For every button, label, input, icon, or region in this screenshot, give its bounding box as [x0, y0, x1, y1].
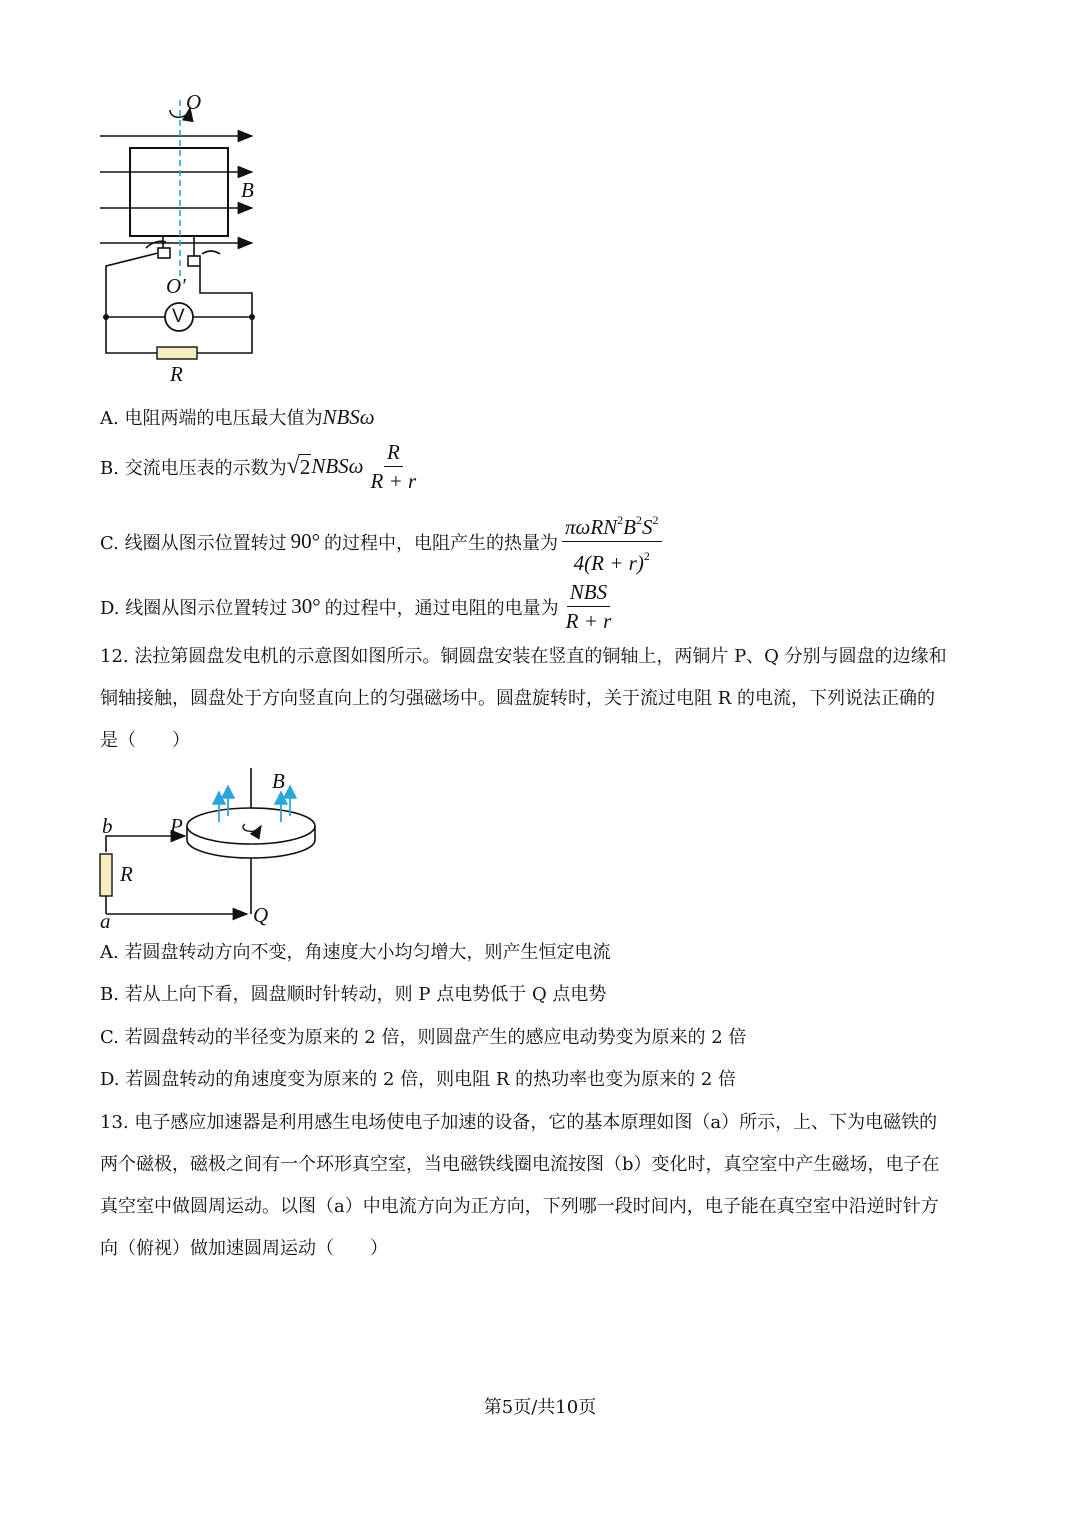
q11-option-b[interactable]: B. 交流电压表的示数为 √ 2 NBSω $\frac{R}{R + r}$ — [100, 440, 423, 493]
fig1-label-V: V — [172, 306, 185, 327]
q11-option-d[interactable]: D. 线圈从图示位置转过 30° 的过程中，通过电阻的电量为 $\frac{\text{NBS}}{R + r}$ — [100, 580, 618, 633]
q12-stem-line-1: 12. 法拉第圆盘发电机的示意图如图所示。铜圆盘安装在竖直的铜轴上，两铜片 P、Q 分别与圆盘的边缘和 — [100, 646, 947, 667]
q12-option-a[interactable]: A. 若圆盘转动方向不变，角速度大小均匀增大，则产生恒定电流 — [100, 942, 611, 963]
q12-stem-line-3: 是（ ） — [100, 730, 190, 751]
resistor — [100, 854, 112, 896]
fig2-label-b: b — [102, 814, 113, 838]
q12-option-c[interactable]: C. 若圆盘转动的半径变为原来的 2 倍，则圆盘产生的感应电动势变为原来的 2 倍 — [100, 1027, 747, 1048]
figure-rotating-coil — [90, 88, 280, 388]
q11-option-a-expr: NBSω — [322, 404, 375, 429]
q12-option-b[interactable]: B. 若从上向下看，圆盘顺时针转动，则 P 点电势低于 Q 点电势 — [100, 984, 607, 1005]
fig2-label-R: R — [120, 862, 133, 886]
fig1-label-O: O — [186, 90, 202, 114]
resistor — [157, 347, 197, 359]
coil — [130, 148, 228, 236]
fig2-label-a: a — [100, 909, 111, 933]
fraction: $\frac{R}{R + r}$ — [370, 440, 417, 493]
fig1-label-B: B — [241, 178, 254, 202]
q11-option-a[interactable]: A. 电阻两端的电压最大值为 NBSω — [100, 404, 375, 429]
q13-stem-line-4: 向（俯视）做加速圆周运动（ ） — [100, 1238, 388, 1259]
page-footer: 第5页/共10页 — [483, 1397, 597, 1418]
q13-stem-line-2: 两个磁极，磁极之间有一个环形真空室，当电磁铁线圈电流按图（b）变化时，真空室中产生磁场，电子在 — [100, 1154, 940, 1175]
q13-stem-line-3: 真空室中做圆周运动。以图（a）中电流方向为正方向，下列哪一段时间内，电子能在真空室中沿逆时针方 — [100, 1196, 939, 1217]
fraction: $\frac{\text{NBS}}{R + r}$ — [565, 580, 612, 633]
q13-stem-line-1: 13. 电子感应加速器是利用感生电场使电子加速的设备，它的基本原理如图（a）所示，上、下为电磁铁的 — [100, 1112, 938, 1133]
q11-option-c[interactable]: C. 线圈从图示位置转过 90° 的过程中，电阻产生的热量为 $\frac{\pi\omega RN^2B^2S^2}{4(R + r)^2}$ — [100, 508, 666, 575]
q12-stem-line-2: 铜轴接触，圆盘处于方向竖直向上的匀强磁场中。圆盘旋转时，关于流过电阻 R 的电流，下列说法正确的 — [100, 688, 935, 709]
fraction: $\frac{\pi\omega RN^2B^2S^2}{4(R + r)^2}$ — [562, 508, 662, 575]
fig2-label-B: B — [272, 769, 285, 793]
fig2-label-Q: Q — [253, 903, 269, 927]
fig1-label-O-prime: O′ — [166, 274, 186, 298]
fig1-label-R: R — [170, 362, 183, 386]
figure-faraday-disc — [95, 764, 335, 934]
q12-option-d[interactable]: D. 若圆盘转动的角速度变为原来的 2 倍，则电阻 R 的热功率也变为原来的 2 倍 — [100, 1069, 737, 1090]
magnetic-field-lines — [100, 136, 252, 243]
sqrt-expr: √ 2 — [286, 453, 311, 479]
fig2-label-P: P — [170, 814, 183, 838]
